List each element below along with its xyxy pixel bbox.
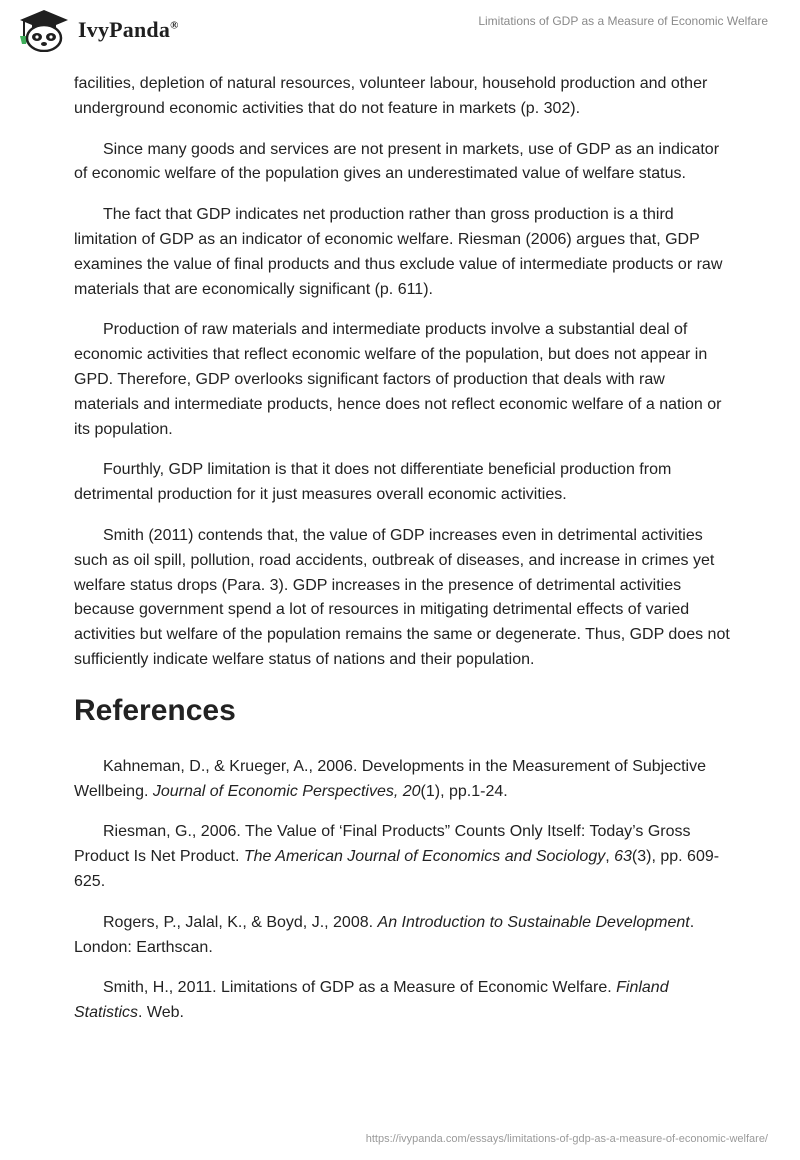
footer-url-link[interactable]: https://ivypanda.com/essays/limitations-of-gdp-as-a-measure-of-economic-welfare/	[365, 1133, 768, 1145]
paragraph: The fact that GDP indicates net production rather than gross production is a third limitation of GDP as an indicator of economic welfare. Riesman (2006) argues that, GDP examines the value of final products and thus exclude value of intermediate products or raw materials that are economically significant (p. 611).	[74, 206, 723, 298]
reference-item: Kahneman, D., & Krueger, A., 2006. Developments in the Measurement of Subjective Wellbeing. Journal of Economic Perspectives, 20(1), pp.1-24.	[74, 757, 707, 800]
reference-item: Riesman, G., 2006. The Value of ‘Final Products” Counts Only Itself: Today’s Gross Product Is Net Product. The American Journal of Economics and Sociology, 63(3), pp. 609-625.	[74, 823, 720, 890]
document-title: Limitations of GDP as a Measure of Economic Welfare	[478, 14, 768, 28]
brand-name: IvyPanda®	[78, 17, 179, 42]
references-heading: References	[74, 693, 236, 727]
panda-logo-icon	[14, 8, 74, 52]
paragraph: Production of raw materials and intermediate products involve a substantial deal of economic activities that reflect economic welfare of the population, but does not appear in GPD. Therefore, GDP overlooks significant factors of production that deals with raw materials and intermediate products, hence does not reflect economic welfare of a nation or its population.	[74, 321, 722, 438]
reference-item: Rogers, P., Jalal, K., & Boyd, J., 2008. An Introduction to Sustainable Development. London: Earthscan.	[74, 913, 695, 956]
essay-body	[74, 72, 734, 1042]
logo[interactable]	[14, 8, 179, 52]
paragraph: Smith (2011) contends that, the value of GDP increases even in detrimental activities such as oil spill, pollution, road accidents, outbreak of diseases, and increase in crimes yet welfare status drops (Para. 3). GDP increases in the presence of detrimental activities because government spend a lot of resources in mitigating detrimental effects of varied activities but welfare of the population remains the same or degenerate. Thus, GDP does not sufficiently indicate welfare status of nations and their population.	[74, 526, 730, 668]
reference-item: Smith, H., 2011. Limitations of GDP as a Measure of Economic Welfare. Finland Statistics. Web.	[74, 979, 669, 1022]
page-header	[0, 0, 800, 62]
paragraph: Since many goods and services are not present in markets, use of GDP as an indicator of economic welfare of the population gives an underestimated value of welfare status.	[74, 140, 720, 183]
paragraph: Fourthly, GDP limitation is that it does not differentiate beneficial production from detrimental production for it just measures overall economic activities.	[74, 461, 672, 504]
paragraph: facilities, depletion of natural resources, volunteer labour, household production and other underground economic activities that do not feature in markets (p. 302).	[74, 75, 708, 117]
